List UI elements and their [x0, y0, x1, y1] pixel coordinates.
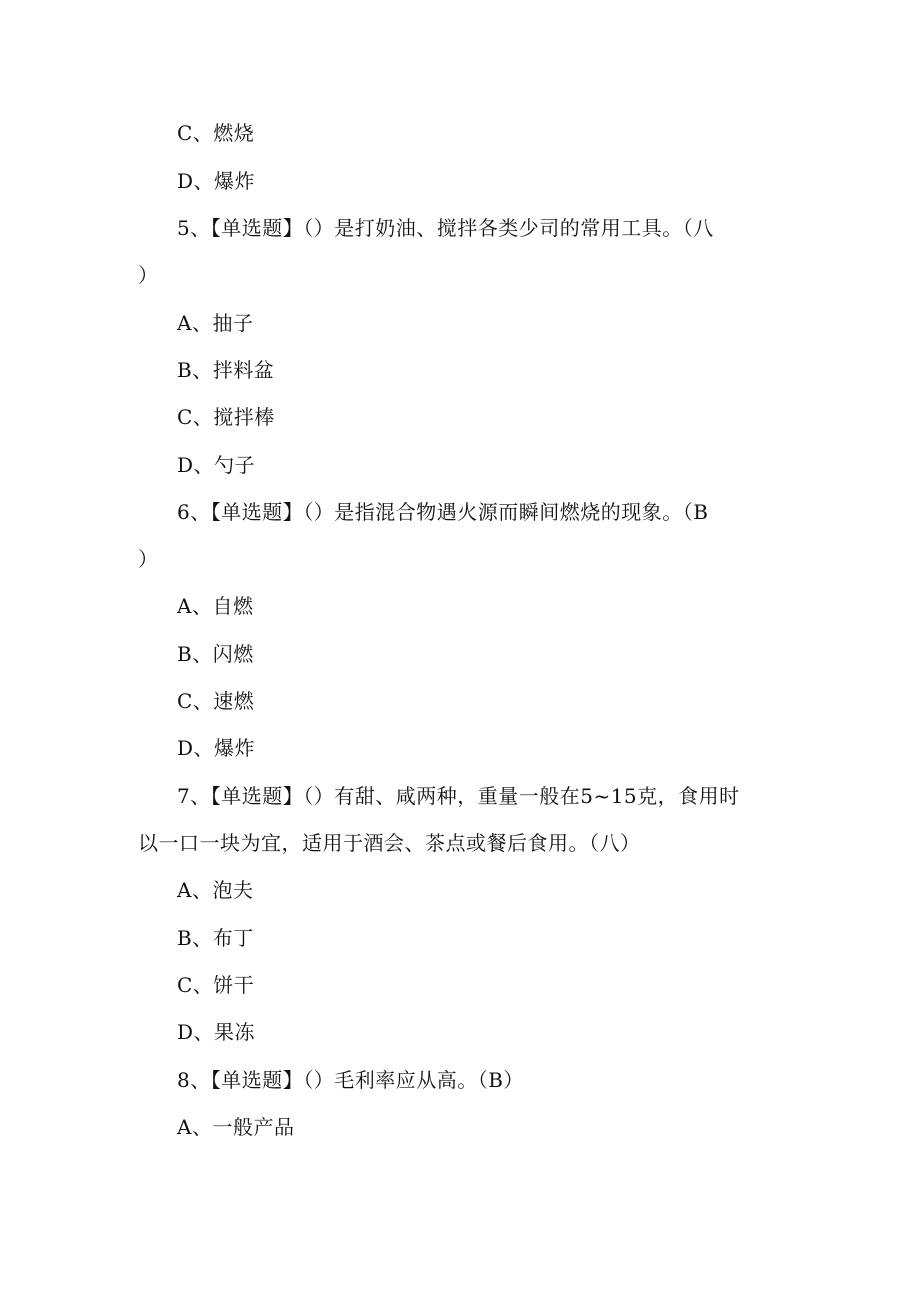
- question-5: 5、【单选题】（）是打奶油、搅拌各类少司的常用工具。（八: [177, 216, 714, 240]
- option-7c: C、饼干: [177, 973, 255, 997]
- option-5c: C、搅拌棒: [177, 405, 275, 429]
- option-5b: B、拌料盆: [177, 358, 275, 382]
- option-7b: B、布丁: [177, 926, 254, 950]
- question-6: 6、【单选题】（）是指混合物遇火源而瞬间燃烧的现象。（B: [177, 500, 709, 524]
- question-7-continuation: 以一口一块为宜，适用于酒会、茶点或餐后食用。（八）: [138, 831, 641, 855]
- option-8a: A、一般产品: [177, 1115, 295, 1139]
- option-5a: A、抽子: [177, 311, 254, 335]
- option-6d: D、爆炸: [177, 736, 256, 760]
- question-7: 7、【单选题】（）有甜、咸两种，重量一般在5~15克，食用时: [177, 784, 740, 808]
- option-5d: D、勺子: [177, 453, 256, 477]
- option-7d: D、果冻: [177, 1020, 256, 1044]
- option-4c: C、燃烧: [177, 121, 255, 145]
- question-5-continuation: ）: [138, 263, 159, 287]
- question-8: 8、【单选题】（）毛利率应从高。（B）: [177, 1068, 524, 1092]
- option-6c: C、速燃: [177, 689, 255, 713]
- option-6b: B、闪燃: [177, 642, 254, 666]
- option-4d: D、爆炸: [177, 169, 256, 193]
- option-7a: A、泡夫: [177, 878, 254, 902]
- question-6-continuation: ）: [138, 547, 159, 571]
- option-6a: A、自燃: [177, 594, 254, 618]
